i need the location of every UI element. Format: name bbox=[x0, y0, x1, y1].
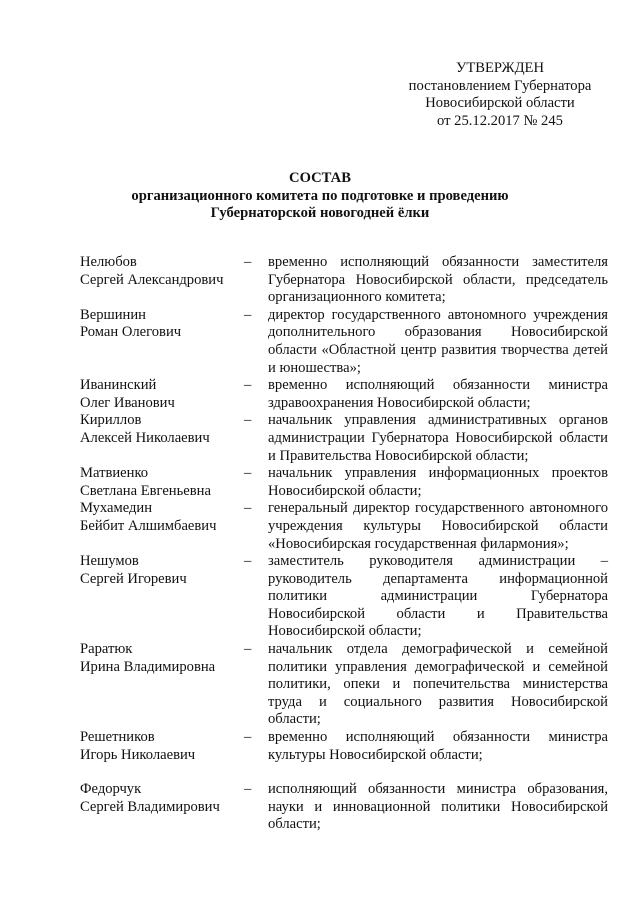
member-name bbox=[80, 641, 240, 676]
separator-dash: – bbox=[244, 641, 252, 658]
member-row bbox=[80, 377, 608, 412]
member-name bbox=[80, 254, 240, 289]
member-given-names: Сергей Владимирович bbox=[80, 798, 220, 815]
separator-dash: – bbox=[244, 254, 252, 270]
member-given-names: Олег Иванович bbox=[80, 394, 175, 411]
member-surname: Иванинский bbox=[80, 377, 157, 394]
member-row bbox=[80, 254, 608, 307]
member-given-names: Игорь Николаевич bbox=[80, 746, 196, 763]
member-role: генеральный директор государственного автономного учреждения культуры Новосибирской области «Новосибирская государственная филармония»; bbox=[268, 500, 608, 552]
member-row bbox=[80, 729, 608, 764]
member-name bbox=[80, 729, 240, 764]
member-given-names: Роман Олегович bbox=[80, 324, 182, 341]
document-title bbox=[0, 170, 640, 223]
member-surname: Вершинин bbox=[80, 306, 146, 323]
member-surname: Кириллов bbox=[80, 412, 142, 429]
member-surname: Матвиенко bbox=[80, 465, 149, 482]
member-surname: Решетников bbox=[80, 729, 155, 746]
member-role: начальник управления административных органов администрации Губернатора Новосибирской области и Правительства Новосибирской области; bbox=[268, 412, 608, 464]
approval-decree-line: постановлением Губернатора bbox=[408, 77, 592, 94]
approval-heading: УТВЕРЖДЕН bbox=[456, 60, 544, 76]
member-role: временно исполняющий обязанности министра культуры Новосибирской области; bbox=[268, 729, 608, 763]
approval-region-line: Новосибирской области bbox=[425, 95, 575, 112]
separator-dash: – bbox=[244, 729, 252, 746]
member-row bbox=[80, 412, 608, 465]
approval-stamp bbox=[400, 60, 600, 130]
member-given-names: Алексей Николаевич bbox=[80, 429, 210, 446]
member-role: временно исполняющий обязанности заместителя Губернатора Новосибирской области, председатель организационного комитета; bbox=[268, 254, 608, 306]
separator-dash: – bbox=[244, 553, 252, 570]
member-role: временно исполняющий обязанности министра здравоохранения Новосибирской области; bbox=[268, 377, 608, 411]
member-role: исполняющий обязанности министра образования, науки и инновационной политики Новосибирской области; bbox=[268, 781, 608, 833]
title-line-2: организационного комитета по подготовке и проведению bbox=[131, 187, 509, 204]
member-surname: Мухамедин bbox=[80, 500, 153, 517]
member-row bbox=[80, 781, 608, 834]
member-row bbox=[80, 641, 608, 729]
member-given-names: Светлана Евгеньевна bbox=[80, 482, 211, 499]
separator-dash: – bbox=[244, 500, 252, 517]
member-name bbox=[80, 781, 240, 816]
separator-dash: – bbox=[244, 306, 252, 323]
member-name bbox=[80, 465, 240, 500]
member-name bbox=[80, 307, 240, 342]
title-line-3: Губернаторской новогодней ёлки bbox=[210, 205, 430, 222]
member-name bbox=[80, 500, 240, 535]
member-name bbox=[80, 553, 240, 588]
member-surname: Раратюк bbox=[80, 641, 133, 658]
member-role: начальник отдела демографической и семейной политики управления демографической и семейной политики, опеки и попечительства министерства труда и социального развития Новосибирской области; bbox=[268, 641, 608, 728]
member-given-names: Бейбит Алшимбаевич bbox=[80, 517, 217, 534]
member-given-names: Ирина Владимировна bbox=[80, 658, 216, 675]
committee-member-list bbox=[80, 254, 608, 834]
member-role: директор государственного автономного учреждения дополнительного образования Новосибирской области «Областной центр развития творчества детей и юношества»; bbox=[268, 306, 608, 376]
separator-dash: – bbox=[244, 412, 252, 429]
member-role: начальник управления информационных проектов Новосибирской области; bbox=[268, 465, 608, 499]
member-surname: Нелюбов bbox=[80, 254, 137, 270]
member-row bbox=[80, 465, 608, 500]
member-row bbox=[80, 553, 608, 641]
member-row bbox=[80, 307, 608, 377]
member-role: заместитель руководителя администрации – руководитель департамента информационной политики администрации Губернатора Новосибирской области и Правительства Новосибирской области; bbox=[268, 553, 608, 640]
member-surname: Нешумов bbox=[80, 553, 139, 570]
title-line-1: СОСТАВ bbox=[289, 170, 351, 186]
member-name bbox=[80, 412, 240, 447]
member-surname: Федорчук bbox=[80, 781, 142, 798]
separator-dash: – bbox=[244, 377, 252, 394]
separator-dash: – bbox=[244, 465, 252, 482]
member-name bbox=[80, 377, 240, 412]
approval-date-number: от 25.12.2017 № 245 bbox=[437, 112, 563, 129]
member-given-names: Сергей Александрович bbox=[80, 271, 224, 288]
member-row bbox=[80, 500, 608, 553]
member-given-names: Сергей Игоревич bbox=[80, 570, 187, 587]
separator-dash: – bbox=[244, 781, 252, 798]
